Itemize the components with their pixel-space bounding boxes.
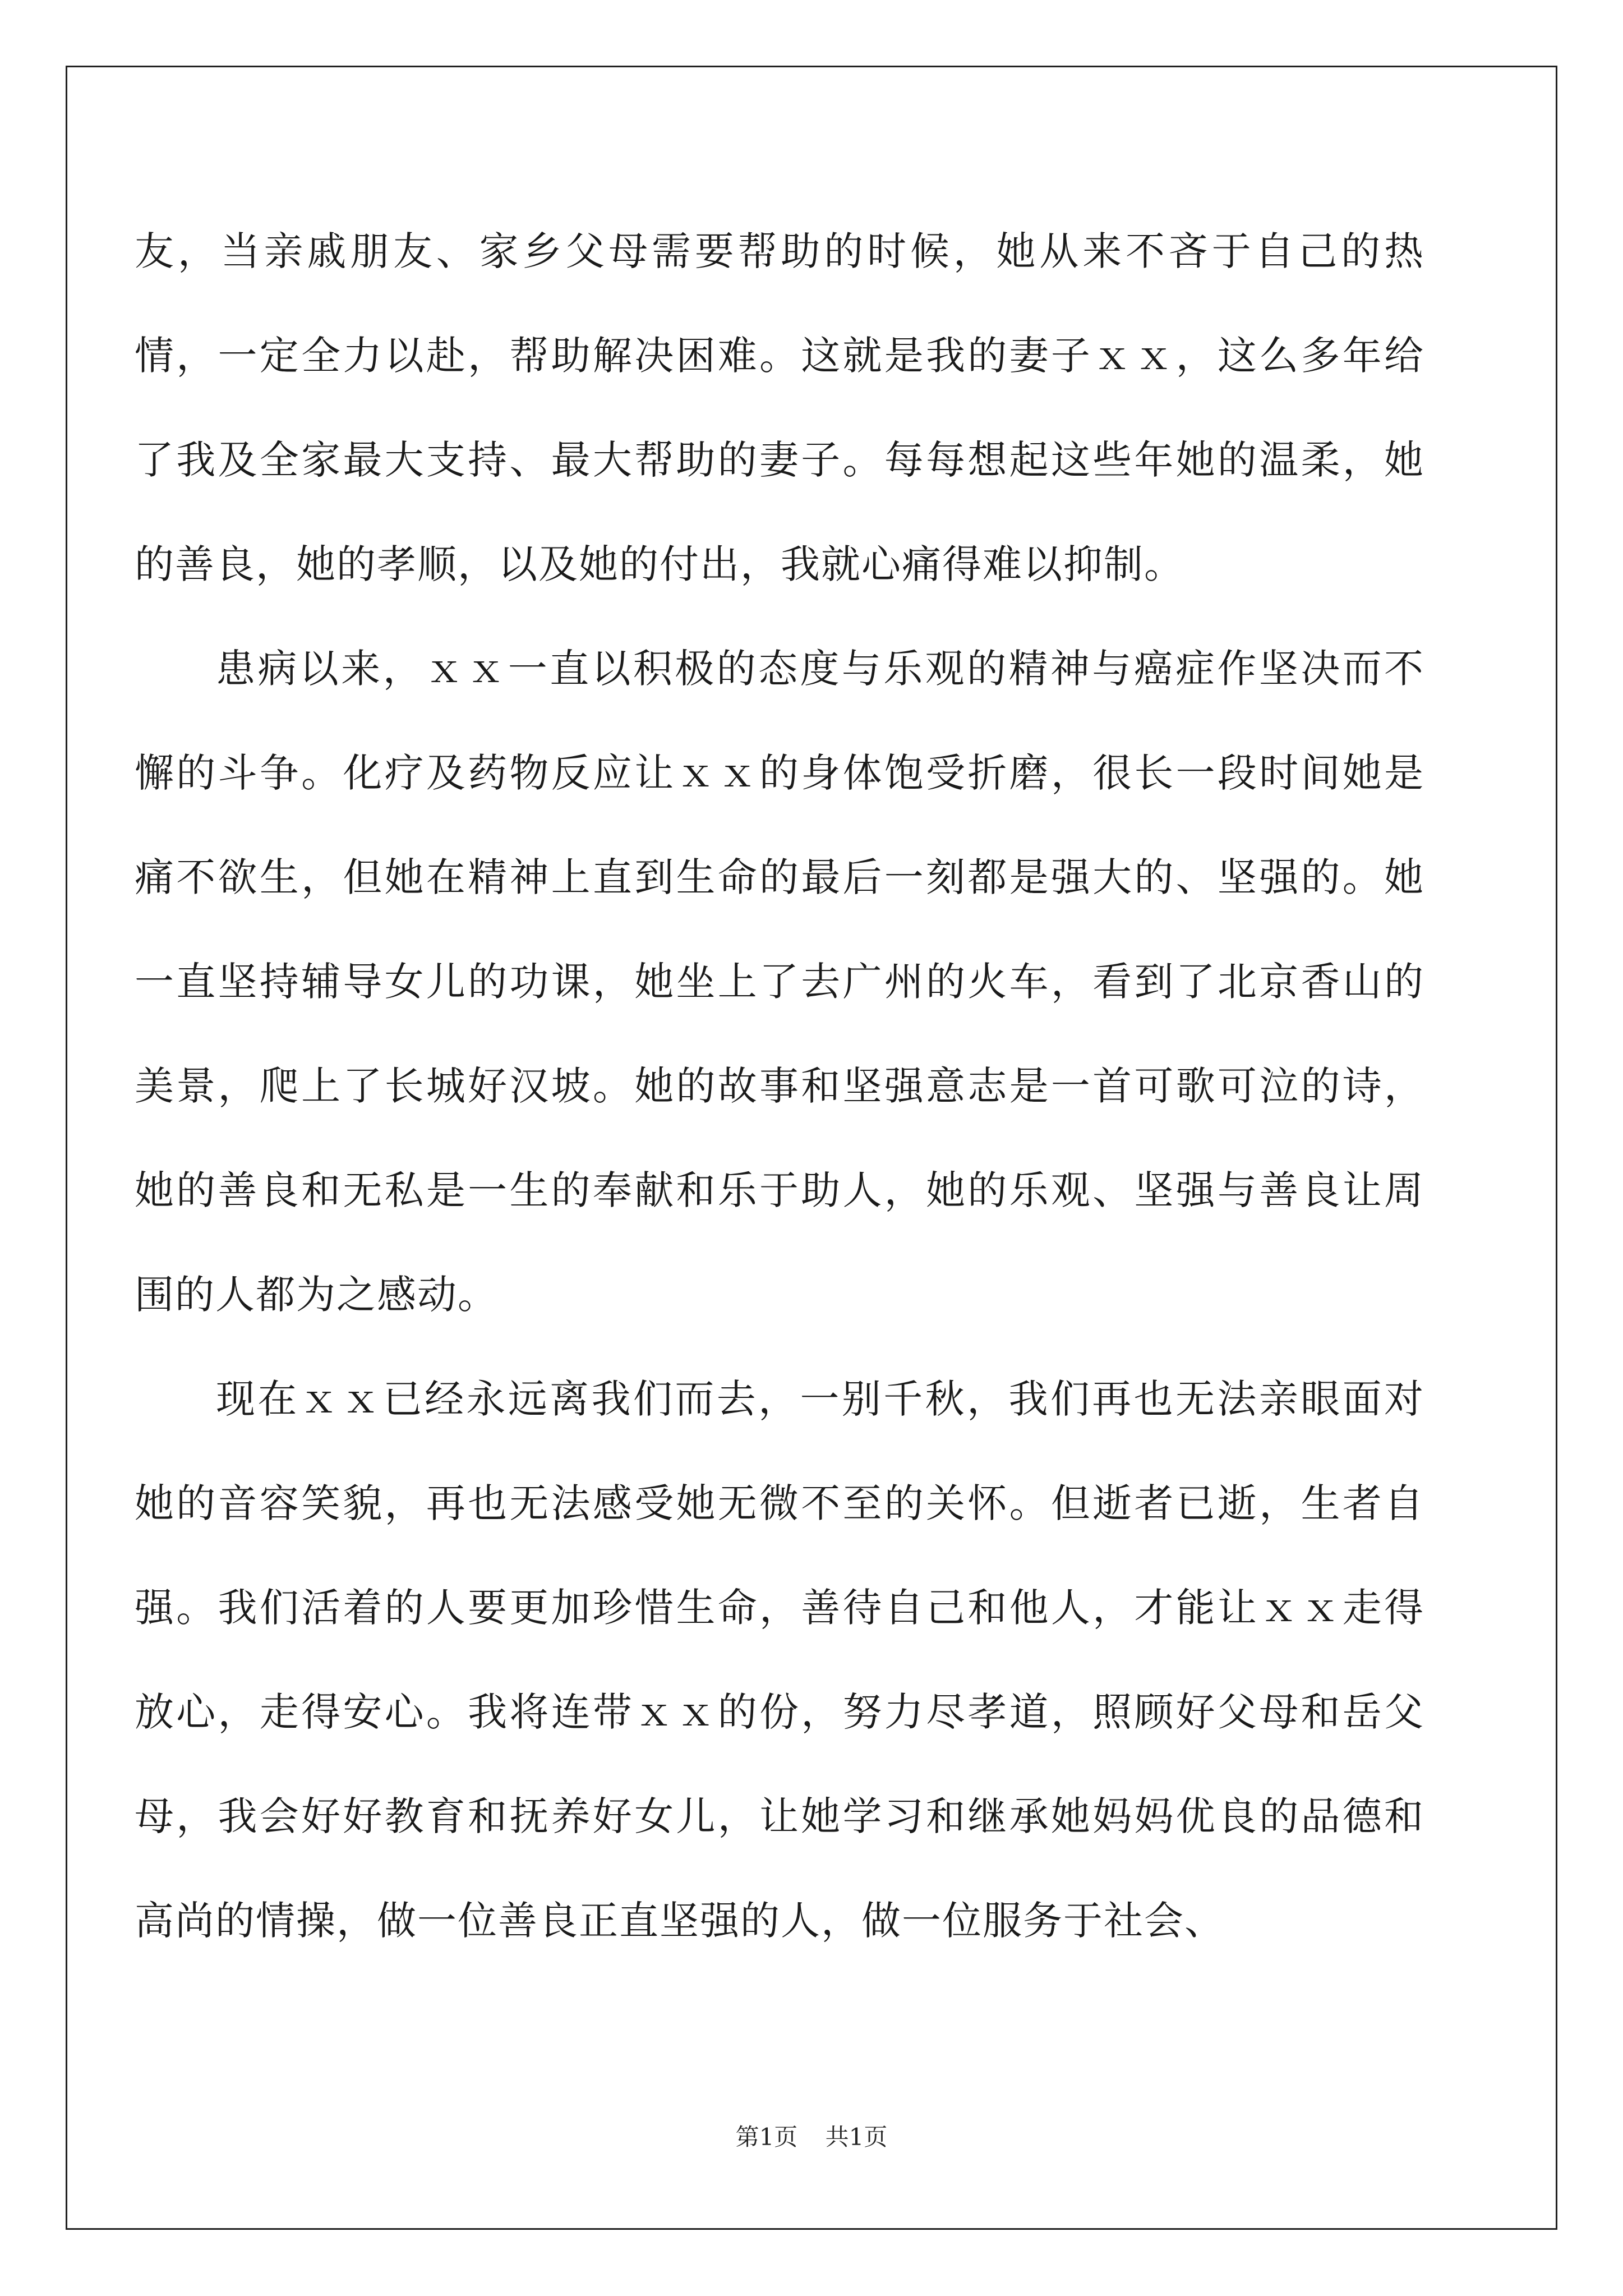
paragraph-2: 患病以来，ｘｘ一直以积极的态度与乐观的精神与癌症作坚决而不懈的斗争。化疗及药物反应让ｘｘ的身体饱受折磨，很长一段时间她是痛不欲生，但她在精神上直到生命的最后一刻都是强大的、坚强的。她一直坚持辅导女儿的功课，她坐上了去广州的火车，看到了北京香山的美景，爬上了长城好汉坡。她的故事和坚强意志是一首可歌可泣的诗，她的善良和无私是一生的奉献和乐于助人，她的乐观、坚强与善良让周围的人都为之感动。	[135, 646, 1424, 1318]
paragraph-1: 友，当亲戚朋友、家乡父母需要帮助的时候，她从来不吝于自己的热情，一定全力以赴，帮助解决困难。这就是我的妻子ｘｘ，这么多年给了我及全家最大支持、最大帮助的妻子。每每想起这些年她的温柔，她的善良，她的孝顺，以及她的付出，我就心痛得难以抑制。	[135, 228, 1424, 587]
document-body	[135, 199, 1424, 2050]
page-footer	[0, 2120, 1623, 2154]
page-number-current: 第1页	[735, 2123, 798, 2151]
page-number-total: 共1页	[825, 2123, 888, 2151]
paragraph-3: 现在ｘｘ已经永远离我们而去，一别千秋，我们再也无法亲眼面对她的音容笑貌，再也无法感受她无微不至的关怀。但逝者已逝，生者自强。我们活着的人要更加珍惜生命，善待自己和他人，才能让ｘｘ走得放心，走得安心。我将连带ｘｘ的份，努力尽孝道，照顾好父母和岳父母，我会好好教育和抚养好女儿，让她学习和继承她妈妈优良的品德和高尚的情操，做一位善良正直坚强的人，做一位服务于社会、	[135, 1376, 1424, 1944]
